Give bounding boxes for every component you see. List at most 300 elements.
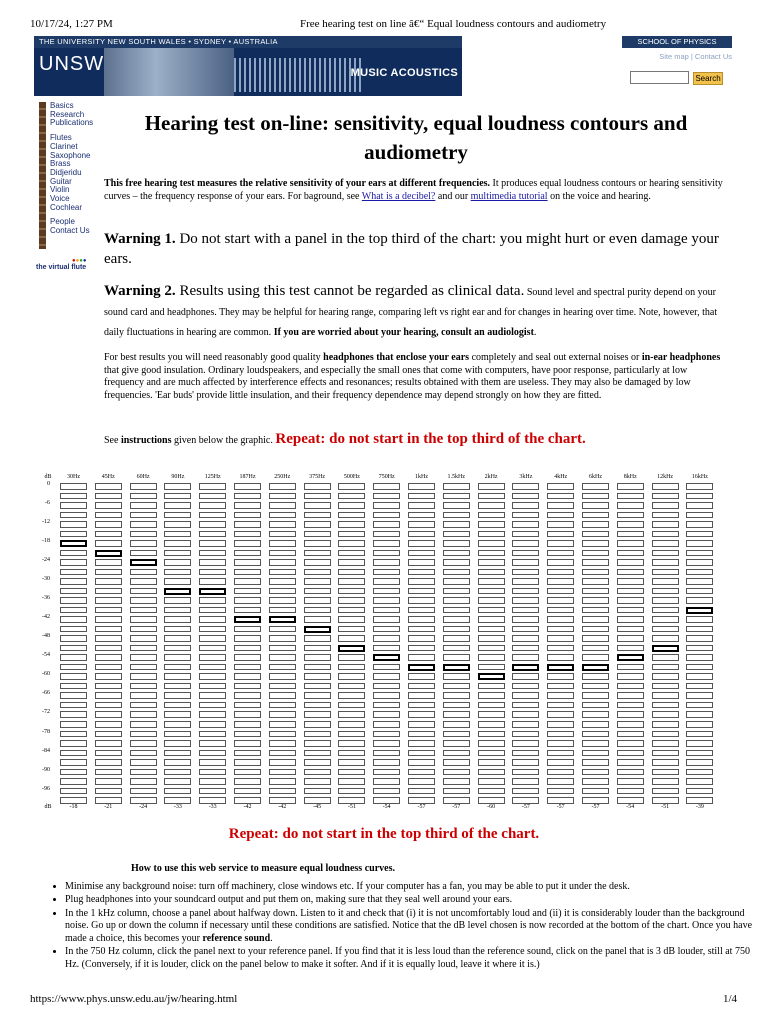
level-panel[interactable] — [234, 711, 261, 718]
selected-level-panel[interactable] — [164, 588, 191, 595]
level-panel[interactable] — [304, 778, 331, 785]
level-panel[interactable] — [199, 607, 226, 614]
level-panel[interactable] — [60, 702, 87, 709]
level-panel[interactable] — [582, 750, 609, 757]
level-panel[interactable] — [686, 702, 713, 709]
level-panel[interactable] — [95, 502, 122, 509]
level-panel[interactable] — [95, 569, 122, 576]
level-panel[interactable] — [60, 531, 87, 538]
level-panel[interactable] — [652, 683, 679, 690]
level-panel[interactable] — [164, 721, 191, 728]
level-panel[interactable] — [199, 559, 226, 566]
level-panel[interactable] — [234, 635, 261, 642]
level-panel[interactable] — [234, 540, 261, 547]
level-panel[interactable] — [478, 721, 505, 728]
level-panel[interactable] — [60, 778, 87, 785]
level-panel[interactable] — [199, 692, 226, 699]
level-panel[interactable] — [686, 692, 713, 699]
level-panel[interactable] — [130, 540, 157, 547]
level-panel[interactable] — [269, 502, 296, 509]
level-panel[interactable] — [582, 683, 609, 690]
level-panel[interactable] — [373, 788, 400, 795]
level-panel[interactable] — [478, 797, 505, 804]
level-panel[interactable] — [547, 778, 574, 785]
level-panel[interactable] — [617, 531, 644, 538]
level-panel[interactable] — [60, 550, 87, 557]
level-panel[interactable] — [652, 578, 679, 585]
level-panel[interactable] — [443, 759, 470, 766]
level-panel[interactable] — [269, 778, 296, 785]
nav-item-basics[interactable]: Basics — [50, 101, 74, 110]
selected-level-panel[interactable] — [373, 654, 400, 661]
level-panel[interactable] — [95, 559, 122, 566]
level-panel[interactable] — [686, 664, 713, 671]
level-panel[interactable] — [234, 502, 261, 509]
level-panel[interactable] — [95, 673, 122, 680]
level-panel[interactable] — [652, 521, 679, 528]
level-panel[interactable] — [373, 531, 400, 538]
level-panel[interactable] — [304, 683, 331, 690]
level-panel[interactable] — [512, 607, 539, 614]
level-panel[interactable] — [130, 483, 157, 490]
level-panel[interactable] — [199, 759, 226, 766]
level-panel[interactable] — [164, 702, 191, 709]
level-panel[interactable] — [686, 531, 713, 538]
level-panel[interactable] — [164, 569, 191, 576]
level-panel[interactable] — [304, 797, 331, 804]
level-panel[interactable] — [130, 502, 157, 509]
level-panel[interactable] — [164, 635, 191, 642]
level-panel[interactable] — [304, 588, 331, 595]
level-panel[interactable] — [652, 502, 679, 509]
level-panel[interactable] — [443, 683, 470, 690]
level-panel[interactable] — [269, 540, 296, 547]
level-panel[interactable] — [338, 788, 365, 795]
level-panel[interactable] — [547, 654, 574, 661]
tutorial-link[interactable]: multimedia tutorial — [470, 190, 548, 202]
level-panel[interactable] — [582, 731, 609, 738]
level-panel[interactable] — [373, 616, 400, 623]
unsw-logo[interactable]: UNSW — [39, 53, 105, 75]
level-panel[interactable] — [408, 654, 435, 661]
level-panel[interactable] — [686, 721, 713, 728]
level-panel[interactable] — [234, 607, 261, 614]
level-panel[interactable] — [547, 797, 574, 804]
level-panel[interactable] — [338, 750, 365, 757]
level-panel[interactable] — [95, 778, 122, 785]
level-panel[interactable] — [199, 654, 226, 661]
level-panel[interactable] — [60, 692, 87, 699]
level-panel[interactable] — [373, 683, 400, 690]
level-panel[interactable] — [408, 759, 435, 766]
level-panel[interactable] — [338, 702, 365, 709]
level-panel[interactable] — [304, 521, 331, 528]
level-panel[interactable] — [512, 626, 539, 633]
level-panel[interactable] — [478, 750, 505, 757]
level-panel[interactable] — [547, 759, 574, 766]
level-panel[interactable] — [547, 483, 574, 490]
level-panel[interactable] — [60, 759, 87, 766]
level-panel[interactable] — [408, 578, 435, 585]
level-panel[interactable] — [478, 578, 505, 585]
level-panel[interactable] — [60, 664, 87, 671]
level-panel[interactable] — [582, 607, 609, 614]
level-panel[interactable] — [582, 483, 609, 490]
level-panel[interactable] — [617, 521, 644, 528]
level-panel[interactable] — [199, 740, 226, 747]
level-panel[interactable] — [60, 569, 87, 576]
level-panel[interactable] — [269, 692, 296, 699]
level-panel[interactable] — [582, 550, 609, 557]
level-panel[interactable] — [408, 683, 435, 690]
selected-level-panel[interactable] — [686, 607, 713, 614]
level-panel[interactable] — [547, 502, 574, 509]
level-panel[interactable] — [234, 550, 261, 557]
level-panel[interactable] — [408, 483, 435, 490]
level-panel[interactable] — [443, 531, 470, 538]
level-panel[interactable] — [443, 550, 470, 557]
selected-level-panel[interactable] — [199, 588, 226, 595]
level-panel[interactable] — [164, 683, 191, 690]
sitemap-contact-links[interactable]: Site map | Contact Us — [659, 52, 732, 61]
level-panel[interactable] — [652, 769, 679, 776]
level-panel[interactable] — [234, 597, 261, 604]
level-panel[interactable] — [652, 626, 679, 633]
level-panel[interactable] — [652, 740, 679, 747]
level-panel[interactable] — [512, 654, 539, 661]
level-panel[interactable] — [652, 540, 679, 547]
level-panel[interactable] — [512, 788, 539, 795]
level-panel[interactable] — [164, 626, 191, 633]
level-panel[interactable] — [164, 797, 191, 804]
level-panel[interactable] — [234, 664, 261, 671]
level-panel[interactable] — [373, 626, 400, 633]
level-panel[interactable] — [408, 569, 435, 576]
level-panel[interactable] — [269, 731, 296, 738]
level-panel[interactable] — [304, 607, 331, 614]
level-panel[interactable] — [617, 664, 644, 671]
level-panel[interactable] — [269, 702, 296, 709]
level-panel[interactable] — [512, 673, 539, 680]
level-panel[interactable] — [164, 559, 191, 566]
virtual-flute-link[interactable]: the virtual flute — [36, 264, 87, 271]
level-panel[interactable] — [95, 711, 122, 718]
level-panel[interactable] — [164, 750, 191, 757]
level-panel[interactable] — [478, 559, 505, 566]
level-panel[interactable] — [617, 616, 644, 623]
level-panel[interactable] — [234, 512, 261, 519]
level-panel[interactable] — [234, 483, 261, 490]
level-panel[interactable] — [164, 616, 191, 623]
level-panel[interactable] — [617, 769, 644, 776]
level-panel[interactable] — [95, 531, 122, 538]
level-panel[interactable] — [164, 731, 191, 738]
level-panel[interactable] — [443, 740, 470, 747]
level-panel[interactable] — [408, 521, 435, 528]
level-panel[interactable] — [443, 673, 470, 680]
level-panel[interactable] — [408, 588, 435, 595]
level-panel[interactable] — [547, 740, 574, 747]
level-panel[interactable] — [234, 559, 261, 566]
level-panel[interactable] — [686, 616, 713, 623]
level-panel[interactable] — [686, 588, 713, 595]
nav-item-voice[interactable]: Voice — [50, 194, 70, 204]
level-panel[interactable] — [547, 588, 574, 595]
level-panel[interactable] — [582, 502, 609, 509]
level-panel[interactable] — [582, 559, 609, 566]
level-panel[interactable] — [582, 635, 609, 642]
level-panel[interactable] — [338, 664, 365, 671]
level-panel[interactable] — [199, 540, 226, 547]
level-panel[interactable] — [95, 616, 122, 623]
level-panel[interactable] — [512, 740, 539, 747]
level-panel[interactable] — [686, 750, 713, 757]
level-panel[interactable] — [512, 645, 539, 652]
level-panel[interactable] — [582, 702, 609, 709]
selected-level-panel[interactable] — [652, 645, 679, 652]
level-panel[interactable] — [95, 740, 122, 747]
level-panel[interactable] — [478, 711, 505, 718]
level-panel[interactable] — [95, 607, 122, 614]
level-panel[interactable] — [373, 645, 400, 652]
level-panel[interactable] — [338, 578, 365, 585]
level-panel[interactable] — [652, 569, 679, 576]
level-panel[interactable] — [130, 778, 157, 785]
level-panel[interactable] — [60, 607, 87, 614]
level-panel[interactable] — [617, 550, 644, 557]
level-panel[interactable] — [164, 607, 191, 614]
level-panel[interactable] — [164, 654, 191, 661]
level-panel[interactable] — [408, 711, 435, 718]
level-panel[interactable] — [164, 740, 191, 747]
level-panel[interactable] — [234, 673, 261, 680]
level-panel[interactable] — [547, 512, 574, 519]
level-panel[interactable] — [478, 569, 505, 576]
level-panel[interactable] — [686, 797, 713, 804]
level-panel[interactable] — [686, 550, 713, 557]
level-panel[interactable] — [199, 616, 226, 623]
level-panel[interactable] — [234, 588, 261, 595]
level-panel[interactable] — [686, 645, 713, 652]
level-panel[interactable] — [199, 597, 226, 604]
level-panel[interactable] — [269, 788, 296, 795]
level-panel[interactable] — [617, 512, 644, 519]
level-panel[interactable] — [512, 512, 539, 519]
level-panel[interactable] — [269, 559, 296, 566]
level-panel[interactable] — [269, 654, 296, 661]
level-panel[interactable] — [652, 788, 679, 795]
level-panel[interactable] — [443, 493, 470, 500]
level-panel[interactable] — [269, 588, 296, 595]
search-button[interactable]: Search — [693, 72, 723, 85]
level-panel[interactable] — [304, 692, 331, 699]
level-panel[interactable] — [408, 797, 435, 804]
level-panel[interactable] — [304, 578, 331, 585]
level-panel[interactable] — [234, 531, 261, 538]
level-panel[interactable] — [60, 578, 87, 585]
level-panel[interactable] — [582, 626, 609, 633]
level-panel[interactable] — [443, 483, 470, 490]
level-panel[interactable] — [338, 493, 365, 500]
level-panel[interactable] — [582, 578, 609, 585]
level-panel[interactable] — [338, 502, 365, 509]
level-panel[interactable] — [304, 483, 331, 490]
level-panel[interactable] — [60, 588, 87, 595]
level-panel[interactable] — [408, 740, 435, 747]
nav-item-cochlear[interactable]: Cochlear — [50, 202, 83, 212]
level-panel[interactable] — [686, 569, 713, 576]
level-panel[interactable] — [512, 540, 539, 547]
level-panel[interactable] — [199, 512, 226, 519]
level-panel[interactable] — [443, 788, 470, 795]
level-panel[interactable] — [304, 654, 331, 661]
selected-level-panel[interactable] — [617, 654, 644, 661]
level-panel[interactable] — [269, 635, 296, 642]
level-panel[interactable] — [338, 797, 365, 804]
level-panel[interactable] — [478, 512, 505, 519]
level-panel[interactable] — [443, 721, 470, 728]
level-panel[interactable] — [373, 635, 400, 642]
level-panel[interactable] — [130, 721, 157, 728]
level-panel[interactable] — [304, 702, 331, 709]
level-panel[interactable] — [617, 702, 644, 709]
level-panel[interactable] — [408, 540, 435, 547]
level-panel[interactable] — [617, 569, 644, 576]
level-panel[interactable] — [60, 711, 87, 718]
level-panel[interactable] — [269, 483, 296, 490]
level-panel[interactable] — [130, 521, 157, 528]
level-panel[interactable] — [582, 493, 609, 500]
level-panel[interactable] — [338, 721, 365, 728]
level-panel[interactable] — [199, 721, 226, 728]
level-panel[interactable] — [512, 683, 539, 690]
level-panel[interactable] — [130, 493, 157, 500]
level-panel[interactable] — [338, 597, 365, 604]
nav-item-guitar[interactable]: Guitar — [50, 176, 72, 186]
level-panel[interactable] — [478, 740, 505, 747]
selected-level-panel[interactable] — [582, 664, 609, 671]
level-panel[interactable] — [617, 721, 644, 728]
level-panel[interactable] — [512, 588, 539, 595]
level-panel[interactable] — [547, 711, 574, 718]
level-panel[interactable] — [512, 778, 539, 785]
level-panel[interactable] — [164, 711, 191, 718]
level-panel[interactable] — [582, 597, 609, 604]
level-panel[interactable] — [60, 559, 87, 566]
level-panel[interactable] — [164, 540, 191, 547]
level-panel[interactable] — [686, 512, 713, 519]
level-panel[interactable] — [408, 645, 435, 652]
level-panel[interactable] — [512, 502, 539, 509]
level-panel[interactable] — [582, 645, 609, 652]
level-panel[interactable] — [512, 493, 539, 500]
level-panel[interactable] — [443, 731, 470, 738]
level-panel[interactable] — [130, 654, 157, 661]
level-panel[interactable] — [269, 521, 296, 528]
level-panel[interactable] — [686, 711, 713, 718]
nav-item-saxophone[interactable]: Saxophone — [50, 150, 91, 160]
level-panel[interactable] — [373, 597, 400, 604]
level-panel[interactable] — [269, 645, 296, 652]
level-panel[interactable] — [652, 493, 679, 500]
level-panel[interactable] — [199, 711, 226, 718]
level-panel[interactable] — [373, 550, 400, 557]
level-panel[interactable] — [60, 683, 87, 690]
level-panel[interactable] — [338, 559, 365, 566]
level-panel[interactable] — [686, 597, 713, 604]
level-panel[interactable] — [478, 597, 505, 604]
level-panel[interactable] — [617, 502, 644, 509]
level-panel[interactable] — [478, 531, 505, 538]
level-panel[interactable] — [95, 483, 122, 490]
level-panel[interactable] — [60, 769, 87, 776]
level-panel[interactable] — [373, 664, 400, 671]
level-panel[interactable] — [582, 531, 609, 538]
level-panel[interactable] — [199, 797, 226, 804]
level-panel[interactable] — [304, 788, 331, 795]
level-panel[interactable] — [512, 597, 539, 604]
level-panel[interactable] — [234, 778, 261, 785]
level-panel[interactable] — [686, 540, 713, 547]
level-panel[interactable] — [582, 769, 609, 776]
level-panel[interactable] — [95, 512, 122, 519]
level-panel[interactable] — [547, 550, 574, 557]
level-panel[interactable] — [130, 626, 157, 633]
level-panel[interactable] — [652, 673, 679, 680]
level-panel[interactable] — [443, 778, 470, 785]
level-panel[interactable] — [338, 540, 365, 547]
level-panel[interactable] — [164, 521, 191, 528]
level-panel[interactable] — [60, 750, 87, 757]
level-panel[interactable] — [512, 731, 539, 738]
level-panel[interactable] — [582, 616, 609, 623]
level-panel[interactable] — [269, 711, 296, 718]
level-panel[interactable] — [582, 740, 609, 747]
level-panel[interactable] — [408, 750, 435, 757]
level-panel[interactable] — [164, 502, 191, 509]
nav-item-publications[interactable]: Publications — [50, 118, 94, 128]
site-banner[interactable] — [34, 48, 462, 96]
level-panel[interactable] — [269, 759, 296, 766]
level-panel[interactable] — [443, 797, 470, 804]
level-panel[interactable] — [408, 626, 435, 633]
level-panel[interactable] — [338, 759, 365, 766]
level-panel[interactable] — [338, 483, 365, 490]
level-panel[interactable] — [652, 750, 679, 757]
level-panel[interactable] — [338, 626, 365, 633]
level-panel[interactable] — [686, 635, 713, 642]
level-panel[interactable] — [547, 531, 574, 538]
level-panel[interactable] — [512, 635, 539, 642]
level-panel[interactable] — [547, 673, 574, 680]
level-panel[interactable] — [686, 740, 713, 747]
level-panel[interactable] — [686, 788, 713, 795]
level-panel[interactable] — [199, 493, 226, 500]
level-panel[interactable] — [269, 493, 296, 500]
level-panel[interactable] — [234, 769, 261, 776]
level-panel[interactable] — [373, 512, 400, 519]
level-panel[interactable] — [547, 769, 574, 776]
level-panel[interactable] — [199, 578, 226, 585]
level-panel[interactable] — [547, 626, 574, 633]
level-panel[interactable] — [234, 797, 261, 804]
level-panel[interactable] — [478, 731, 505, 738]
level-panel[interactable] — [234, 702, 261, 709]
level-panel[interactable] — [130, 731, 157, 738]
level-panel[interactable] — [617, 740, 644, 747]
level-panel[interactable] — [478, 550, 505, 557]
level-panel[interactable] — [130, 588, 157, 595]
